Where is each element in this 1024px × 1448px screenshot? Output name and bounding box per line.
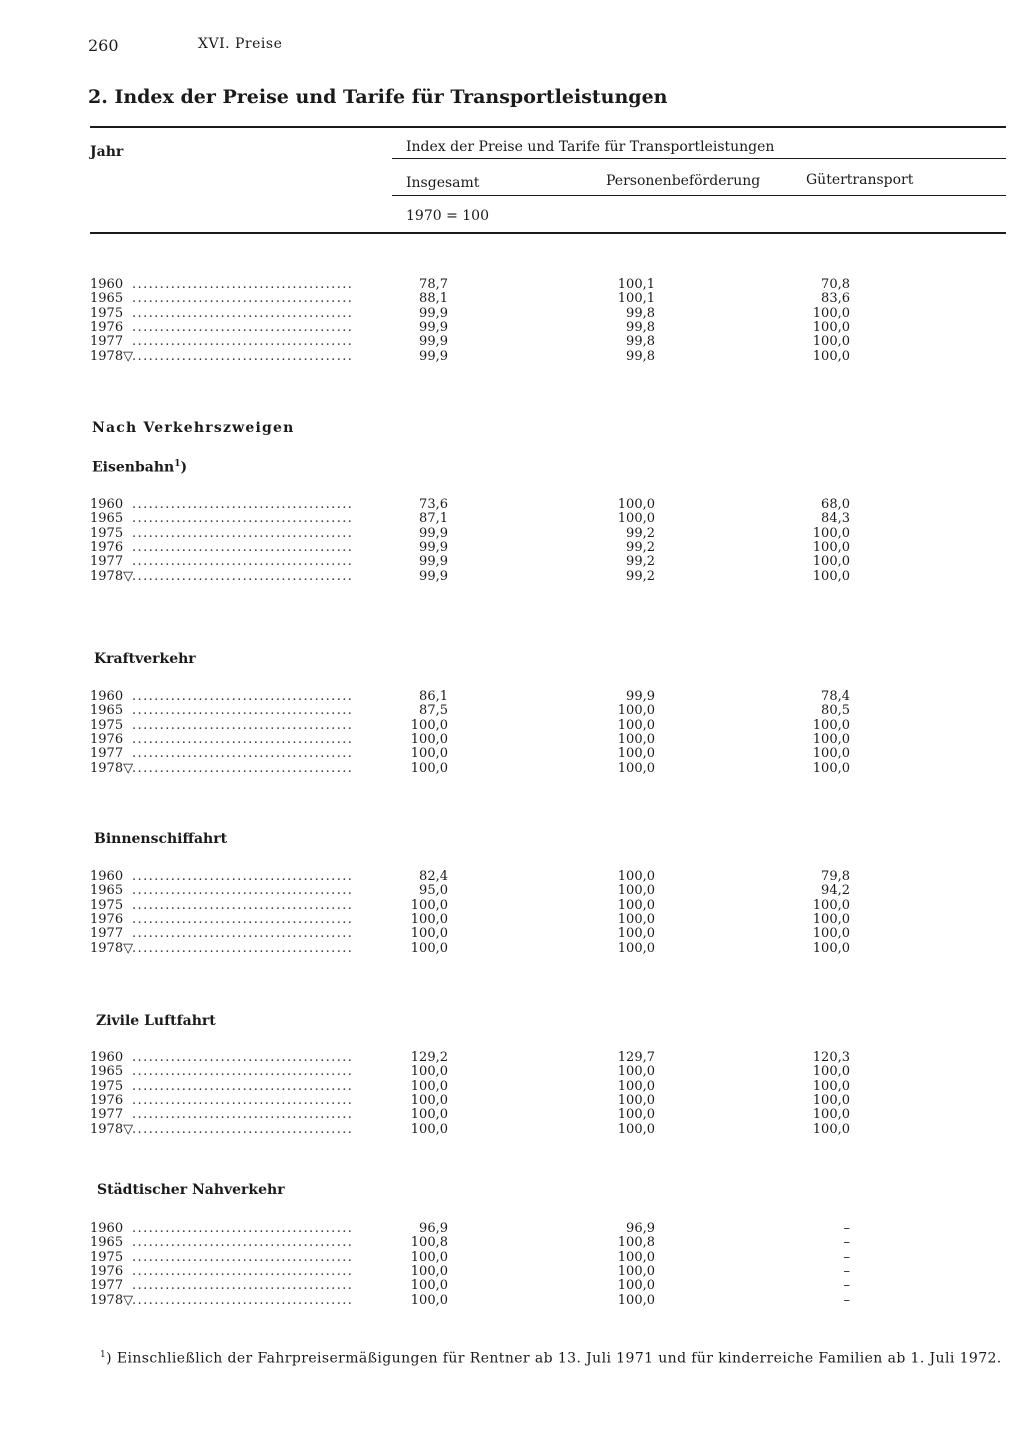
freight-value-cell: 79,8 [821,869,850,884]
chapter-heading: XVI. Preise [198,36,283,52]
leader-dots: ........................................ [132,1065,354,1080]
year-cell: 1976 [90,731,124,747]
section-heading-by-mode: Nach Verkehrszweigen [92,420,295,436]
table-row [90,884,970,898]
subsection-label-rail [92,459,187,476]
freight-value-cell: 100,0 [812,525,850,541]
total-value-cell: 99,9 [419,348,448,364]
table-row [90,1294,970,1308]
leader-dots: ........................................ [132,1293,354,1308]
leader-dots: ........................................ [132,870,354,884]
total-value-cell: 100,0 [410,897,448,913]
total-value-cell: 99,9 [419,554,448,570]
table-row [90,1080,970,1094]
passenger-value-cell: 100,0 [617,1121,655,1137]
leader-dots: ........................................ [132,292,354,307]
leader-dots: ........................................ [132,927,354,942]
passenger-value-cell: 99,8 [626,305,655,321]
total-value-cell: 96,9 [419,1221,448,1236]
freight-value-cell: 100,0 [812,1107,850,1123]
passenger-value-cell: 100,0 [617,1263,655,1279]
leader-dots: ........................................ [132,555,354,570]
total-value-cell: 78,7 [419,277,448,292]
passenger-value-cell: 100,0 [617,731,655,747]
passenger-value-cell: 96,9 [626,1221,655,1236]
freight-value-cell: 100,0 [812,717,850,733]
passenger-value-cell: 129,7 [617,1050,655,1065]
leader-dots: ........................................ [132,690,354,704]
total-value-cell: 73,6 [419,497,448,512]
leader-dots: ........................................ [132,1279,354,1294]
table-row [90,747,970,761]
year-cell: 1978▽ [90,348,134,364]
freight-value-cell: 100,0 [812,348,850,364]
passenger-value-cell: 100,0 [617,717,655,733]
freight-value-cell: – [843,1235,850,1251]
leader-dots: ........................................ [132,1236,354,1251]
freight-value-cell: – [843,1263,850,1279]
passenger-value-cell: 100,0 [617,897,655,913]
table-row [90,512,970,526]
rail-label-suffix: ) [180,459,188,476]
total-value-cell: 87,5 [419,703,448,719]
leader-dots: ........................................ [132,941,354,956]
leader-dots: ........................................ [132,498,354,512]
leader-dots: ........................................ [132,278,354,292]
total-value-cell: 99,9 [419,539,448,555]
freight-value-cell: 100,0 [812,911,850,927]
passenger-value-cell: 100,0 [617,1107,655,1123]
year-cell: 1978▽ [90,940,134,956]
freight-value-cell: 80,5 [821,703,850,719]
leader-dots: ........................................ [132,1222,354,1236]
passenger-value-cell: 99,2 [626,554,655,570]
table-title: 2. Index der Preise und Tarife für Transportleistungen [88,86,668,108]
year-cell: 1975 [90,717,124,733]
year-cell: 1978▽ [90,760,134,776]
freight-value-cell: 100,0 [812,940,850,956]
passenger-value-cell: 100,0 [617,746,655,762]
passenger-value-cell: 100,0 [617,760,655,776]
table-row [90,690,970,704]
leader-dots: ........................................ [132,540,354,555]
year-cell: 1960 [90,277,124,292]
leader-dots: ........................................ [132,569,354,584]
top-rule [90,126,1006,128]
year-cell: 1976 [90,1092,124,1108]
subheader-rule [392,195,1006,196]
passenger-value-cell: 100,0 [617,511,655,527]
freight-value-cell: 84,3 [821,511,850,527]
freight-value-cell: – [843,1278,850,1294]
table-row [90,1108,970,1122]
leader-dots: ........................................ [132,1250,354,1265]
passenger-value-cell: 100,0 [617,703,655,719]
leader-dots: ........................................ [132,898,354,913]
freight-value-cell: 100,0 [812,731,850,747]
total-value-cell: 95,0 [419,883,448,899]
year-cell: 1975 [90,525,124,541]
total-value-cell: 100,0 [410,731,448,747]
passenger-value-cell: 99,2 [626,568,655,584]
year-cell: 1960 [90,1221,124,1236]
year-cell: 1975 [90,1078,124,1094]
passenger-value-cell: 100,0 [617,940,655,956]
passenger-value-cell: 100,1 [617,277,655,292]
rail-label-text: Eisenbahn [92,459,175,476]
column-header-total: Insgesamt [406,175,480,191]
leader-dots: ........................................ [132,306,354,321]
footnote-text: ) Einschließlich der Fahrpreisermäßigungen für Rentner ab 13. Juli 1971 und für kinderreiche Familien ab 1. Juli 1972. [106,1350,1002,1367]
leader-dots: ........................................ [132,320,354,335]
table-row [90,335,970,349]
table-row [90,307,970,321]
total-value-cell: 99,9 [419,334,448,350]
table-row [90,870,970,884]
table-row [90,1265,970,1279]
passenger-value-cell: 99,2 [626,539,655,555]
freight-value-cell: 100,0 [812,746,850,762]
freight-value-cell: 120,3 [812,1050,850,1065]
year-cell: 1965 [90,1235,124,1251]
footnote [100,1350,1002,1367]
passenger-value-cell: 100,0 [617,497,655,512]
leader-dots: ........................................ [132,747,354,762]
passenger-value-cell: 100,0 [617,926,655,942]
leader-dots: ........................................ [132,718,354,733]
group-rule [392,158,1006,159]
index-base-label: 1970 = 100 [406,208,489,224]
freight-value-cell: 100,0 [812,760,850,776]
freight-value-cell: 94,2 [821,883,850,899]
passenger-value-cell: 100,0 [617,1064,655,1080]
table-row [90,1051,970,1065]
table-row [90,350,970,364]
table-row [90,527,970,541]
table-row [90,899,970,913]
passenger-value-cell: 99,9 [626,689,655,704]
year-cell: 1978▽ [90,1121,134,1137]
passenger-value-cell: 99,8 [626,319,655,335]
year-cell: 1975 [90,1249,124,1265]
total-value-cell: 100,0 [410,1278,448,1294]
table-row [90,570,970,584]
year-cell: 1977 [90,554,124,570]
year-cell: 1965 [90,291,124,307]
column-header-freight: Gütertransport [806,172,914,188]
table-row [90,1222,970,1236]
freight-value-cell: 100,0 [812,539,850,555]
passenger-value-cell: 99,2 [626,525,655,541]
total-value-cell: 82,4 [419,869,448,884]
year-cell: 1978▽ [90,1292,134,1308]
year-cell: 1975 [90,897,124,913]
year-cell: 1965 [90,511,124,527]
table-row [90,1094,970,1108]
freight-value-cell: 100,0 [812,334,850,350]
total-value-cell: 100,0 [410,1121,448,1137]
leader-dots: ........................................ [132,1108,354,1123]
year-cell: 1975 [90,305,124,321]
year-cell: 1965 [90,883,124,899]
freight-value-cell: 100,0 [812,1092,850,1108]
leader-dots: ........................................ [132,1051,354,1065]
table-row [90,555,970,569]
table-row [90,913,970,927]
year-cell: 1976 [90,539,124,555]
leader-dots: ........................................ [132,1264,354,1279]
leader-dots: ........................................ [132,1093,354,1108]
column-header-year: Jahr [90,144,124,160]
passenger-value-cell: 100,0 [617,1092,655,1108]
total-value-cell: 100,0 [410,1249,448,1265]
subsection-label-urban-transit: Städtischer Nahverkehr [97,1182,285,1198]
passenger-value-cell: 100,0 [617,883,655,899]
total-value-cell: 100,0 [410,746,448,762]
subsection-label-civil-aviation: Zivile Luftfahrt [96,1013,216,1029]
leader-dots: ........................................ [132,761,354,776]
table-row [90,927,970,941]
passenger-value-cell: 100,0 [617,911,655,927]
passenger-value-cell: 100,1 [617,291,655,307]
total-value-cell: 100,8 [410,1235,448,1251]
total-value-cell: 100,0 [410,760,448,776]
column-header-passenger: Personenbeförderung [606,173,761,189]
freight-value-cell: 100,0 [812,1064,850,1080]
total-value-cell: 100,0 [410,926,448,942]
table-row [90,1236,970,1250]
total-value-cell: 99,9 [419,305,448,321]
header-bottom-rule [90,232,1006,234]
freight-value-cell: 100,0 [812,1078,850,1094]
subsection-label-road: Kraftverkehr [94,651,196,667]
leader-dots: ........................................ [132,912,354,927]
table-row [90,1279,970,1293]
table-row [90,321,970,335]
leader-dots: ........................................ [132,704,354,719]
leader-dots: ........................................ [132,335,354,350]
freight-value-cell: 100,0 [812,897,850,913]
year-cell: 1977 [90,1278,124,1294]
footnote-reference: 1 [174,459,181,469]
passenger-value-cell: 100,0 [617,1078,655,1094]
year-cell: 1976 [90,911,124,927]
leader-dots: ........................................ [132,1079,354,1094]
table-row [90,733,970,747]
freight-value-cell: 83,6 [821,291,850,307]
table-row [90,762,970,776]
year-cell: 1960 [90,1050,124,1065]
freight-value-cell: 100,0 [812,305,850,321]
leader-dots: ........................................ [132,512,354,527]
total-value-cell: 99,9 [419,525,448,541]
year-cell: 1977 [90,746,124,762]
total-value-cell: 100,0 [410,1292,448,1308]
total-value-cell: 88,1 [419,291,448,307]
table-row [90,498,970,512]
table-row [90,1123,970,1137]
total-value-cell: 87,1 [419,511,448,527]
total-value-cell: 99,9 [419,568,448,584]
total-value-cell: 100,0 [410,1092,448,1108]
table-row [90,1251,970,1265]
footnote-mark: 1 [100,1350,107,1360]
year-cell: 1960 [90,689,124,704]
freight-value-cell: – [843,1292,850,1308]
leader-dots: ........................................ [132,349,354,364]
year-cell: 1978▽ [90,568,134,584]
total-value-cell: 100,0 [410,717,448,733]
year-cell: 1976 [90,319,124,335]
year-cell: 1965 [90,703,124,719]
year-cell: 1960 [90,497,124,512]
freight-value-cell: 100,0 [812,1121,850,1137]
freight-value-cell: – [843,1249,850,1265]
leader-dots: ........................................ [132,526,354,541]
year-cell: 1977 [90,1107,124,1123]
total-value-cell: 99,9 [419,319,448,335]
table-row [90,1065,970,1079]
year-cell: 1960 [90,869,124,884]
table-row [90,278,970,292]
subsection-label-inland-waterways: Binnenschiffahrt [94,831,228,847]
total-value-cell: 100,0 [410,940,448,956]
leader-dots: ........................................ [132,884,354,899]
table-row [90,541,970,555]
passenger-value-cell: 100,0 [617,869,655,884]
table-row [90,719,970,733]
year-cell: 1976 [90,1263,124,1279]
total-value-cell: 86,1 [419,689,448,704]
table-row [90,942,970,956]
freight-value-cell: 100,0 [812,568,850,584]
total-value-cell: 100,0 [410,1064,448,1080]
total-value-cell: 100,0 [410,1078,448,1094]
passenger-value-cell: 100,0 [617,1292,655,1308]
total-value-cell: 100,0 [410,1263,448,1279]
year-cell: 1977 [90,926,124,942]
leader-dots: ........................................ [132,732,354,747]
freight-value-cell: 78,4 [821,689,850,704]
passenger-value-cell: 100,0 [617,1249,655,1265]
total-value-cell: 129,2 [410,1050,448,1065]
passenger-value-cell: 99,8 [626,348,655,364]
year-cell: 1977 [90,334,124,350]
freight-value-cell: 100,0 [812,554,850,570]
freight-value-cell: 68,0 [821,497,850,512]
total-value-cell: 100,0 [410,911,448,927]
freight-value-cell: 70,8 [821,277,850,292]
leader-dots: ........................................ [132,1122,354,1137]
total-value-cell: 100,0 [410,1107,448,1123]
freight-value-cell: 100,0 [812,926,850,942]
passenger-value-cell: 100,0 [617,1278,655,1294]
freight-value-cell: 100,0 [812,319,850,335]
page-number: 260 [88,36,119,55]
column-group-header: Index der Preise und Tarife für Transportleistungen [406,139,775,155]
table-row [90,292,970,306]
table-row [90,704,970,718]
year-cell: 1965 [90,1064,124,1080]
freight-value-cell: – [843,1221,850,1236]
passenger-value-cell: 100,8 [617,1235,655,1251]
passenger-value-cell: 99,8 [626,334,655,350]
